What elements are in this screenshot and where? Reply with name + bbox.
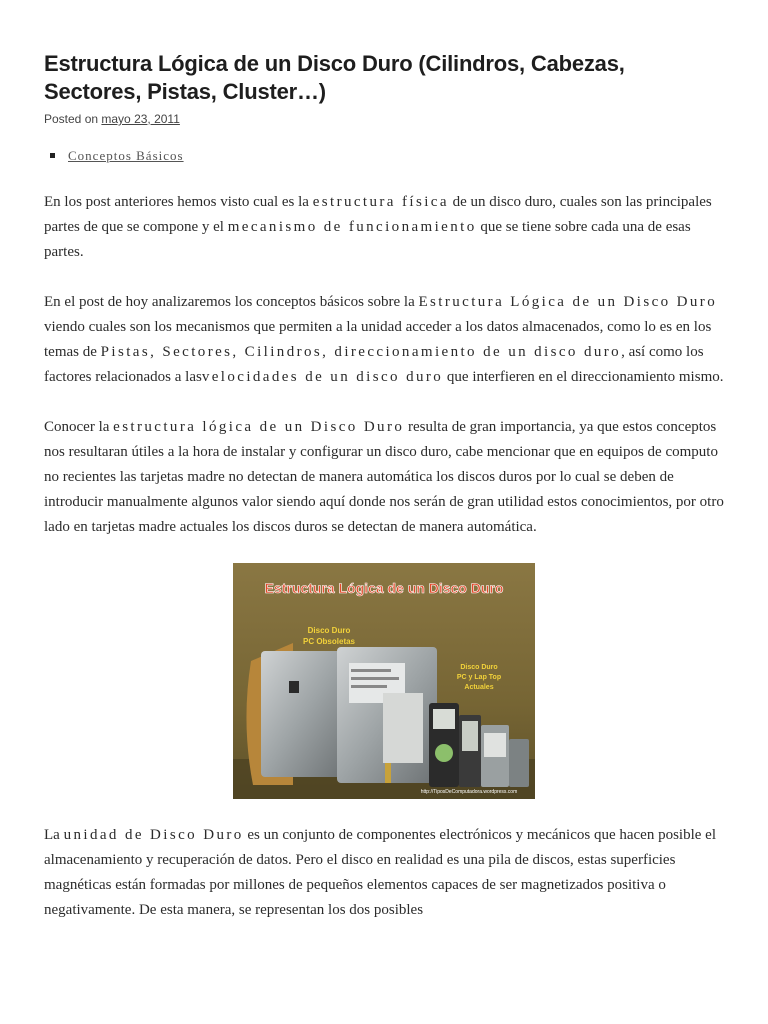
p2-velocidades: velocidades de un disco duro	[201, 369, 444, 385]
paragraph-3	[44, 415, 724, 540]
p4-text-c: es un conjunto de componentes electrónicos y mecánicos que hacen posible el almacenamiento y recuperación de datos. Pero el disco en realidad es una pila de discos, estas superficies magnéticas están formadas por millones de pequeños elementos capaces de ser magnetizados positiva o negativamente. De esta manera, se representan los dos posibles	[44, 827, 716, 918]
p1-text-a: En los post anteriores hemos visto cual es la	[44, 194, 313, 210]
modern-drive-3-label	[484, 733, 506, 757]
drive-pins	[385, 763, 391, 783]
drive-sticker	[383, 693, 423, 763]
old-drive-connector	[289, 681, 299, 693]
modern-drive-4	[509, 739, 529, 787]
figure-label-new-3: Actuales	[464, 684, 494, 691]
p2-text-e: , así como los factores relacionados a las	[44, 344, 704, 385]
p4-unidad-disco: unidad de Disco Duro	[63, 827, 244, 843]
p1-estructura-fisica: estructura física	[312, 194, 449, 210]
figure-watermark: http://TiposDeComputadora.wordpress.com	[420, 789, 518, 795]
article-title: Estructura Lógica de un Disco Duro (Cilindros, Cabezas, Sectores, Pistas, Cluster…)	[44, 51, 625, 104]
p3-text-a: Conocer la	[44, 419, 114, 435]
p1-text-e: que se tiene sobre cada una de esas partes.	[44, 219, 691, 260]
figure-title: Estructura Lógica de un Disco Duro	[264, 580, 504, 596]
hard-disk-photo	[233, 563, 535, 799]
p1-mecanismo: mecanismo de funcionamiento	[227, 219, 477, 235]
modern-drive-2-label	[462, 721, 478, 751]
figure-label-new-1: Disco Duro	[460, 664, 498, 671]
p1-text-c: de un disco duro, cuales son las principales partes de que se compone y el	[44, 194, 712, 235]
p2-text-g: que interfieren en el direccionamiento mismo.	[443, 369, 724, 385]
conceptos-basicos-link[interactable]: Conceptos Básicos	[68, 148, 184, 163]
list-item	[44, 148, 724, 164]
figure-label-old-1: Disco Duro	[307, 626, 351, 635]
p4-text-a: La	[44, 827, 64, 843]
paragraph-4	[44, 823, 724, 923]
p2-text-a: En el post de hoy analizaremos los conceptos básicos sobre la	[44, 294, 419, 310]
category-list	[44, 148, 724, 164]
p3-estructura-logica: estructura lógica de un Disco Duro	[113, 419, 405, 435]
paragraph-2	[44, 290, 724, 390]
p2-estructura-logica: Estructura Lógica de un Disco Duro	[418, 294, 718, 310]
post-meta	[44, 112, 724, 126]
p2-pistas-sectores: Pistas, Sectores, Cilindros, direccionamiento de un disco duro	[100, 344, 622, 360]
modern-drive-1-disc	[435, 744, 453, 762]
paragraph-1	[44, 190, 724, 265]
label-line	[351, 685, 387, 688]
label-line	[351, 677, 399, 680]
old-drive-case	[261, 651, 345, 777]
posted-date-link[interactable]: mayo 23, 2011	[101, 112, 180, 126]
posted-prefix: Posted on	[44, 112, 99, 126]
p3-text-c: resulta de gran importancia, ya que estos conceptos nos resultaran útiles a la hora de instalar y configurar un disco duro, cabe mencionar que en equipos de computo no recientes las tarjetas madre no detectan de manera automática los discos duros por lo cual se deben de introducir manualmente algunos valor siendo aquí donde nos serán de gran utilidad estos conocimientos, por otro lado en tarjetas madre actuales los discos duros se detectan de manera automática.	[44, 419, 724, 535]
label-line	[351, 669, 391, 672]
p2-text-c: viendo cuales son los mecanismos que permiten a la unidad acceder a los datos almacenados, como lo es en los temas de	[44, 319, 712, 360]
figure-label-old-2: PC Obsoletas	[302, 637, 356, 646]
figure-label-new-2: PC y Lap Top	[456, 674, 502, 681]
hard-disk-figure	[233, 563, 535, 799]
modern-drive-1-label	[433, 709, 455, 729]
